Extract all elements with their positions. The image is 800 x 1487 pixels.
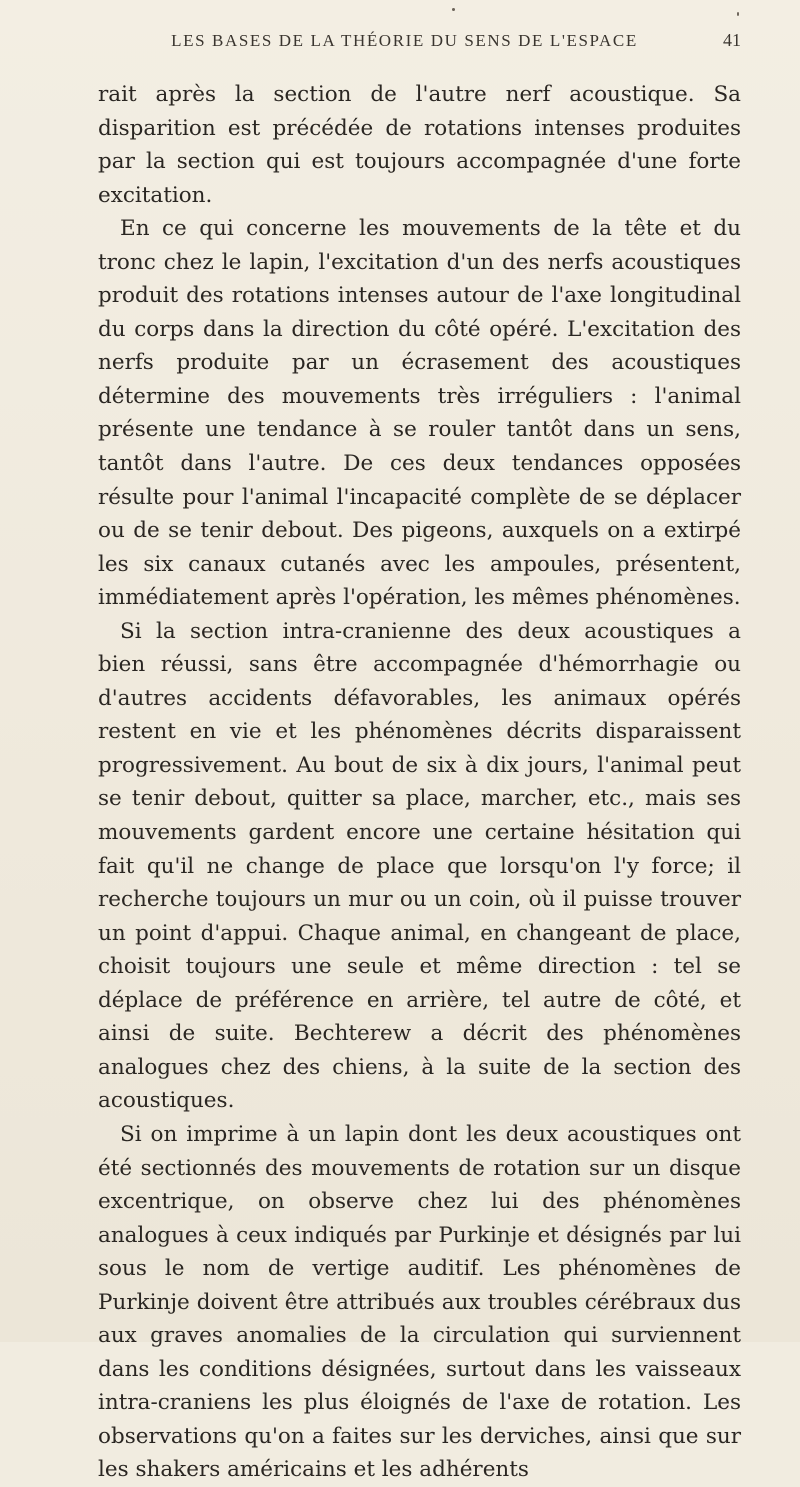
print-speck xyxy=(452,8,455,11)
running-head: LES BASES DE LA THÉORIE DU SENS DE L'ESPACE xyxy=(171,31,638,50)
page-number: 41 xyxy=(723,30,741,50)
paragraph: En ce qui concerne les mouvements de la tête et du tronc chez le lapin, l'excitation d'un des nerfs acoustiques produit des rotations intenses autour de l'axe longitudinal du corps dans la direction du côté opéré. L'excitation des nerfs produite par un écrasement des acoustiques détermine des mouvements très irréguliers : l'animal présente une tendance à se rouler tantôt dans un sens, tantôt dans l'autre. De ces deux tendances opposées résulte pour l'animal l'incapacité complète de se déplacer ou de se tenir debout. Des pigeons, auxquels on a extirpé les six canaux cutanés avec les ampoules, présentent, immédiatement après l'opération, les mêmes phénomènes. xyxy=(98,216,741,611)
paragraph: Si on imprime à un lapin dont les deux acoustiques ont été sectionnés des mouvements de rotation sur un disque excentrique, on observe chez lui des phénomènes analogues à ceux indiqués par Purkinje et désignés par lui sous le nom de vertige auditif. Les phénomènes de Purkinje doivent être attribués aux troubles cérébraux dus aux graves anomalies de la circulation qui surviennent dans les conditions désignées, surtout dans les vaisseaux intra-craniens les plus éloignés de l'axe de rotation. Les observations qu'on a faites sur les derviches, ainsi que sur les shakers américains et les adhérents xyxy=(98,1121,741,1483)
print-speck xyxy=(737,12,739,16)
paragraph: Si la section intra-cranienne des deux acoustiques a bien réussi, sans être accompagnée d'hémorrhagie ou d'autres accidents défavorables, les animaux opérés restent en vie et les phénomènes décrits disparaissent progressivement. Au bout de six à dix jours, l'animal peut se tenir debout, quitter sa place, marcher, etc., mais ses mouvements gardent encore une certaine hésitation qui fait qu'il ne change de place que lorsqu'on l'y force; il recherche toujours un mur ou un coin, où il puisse trouver un point d'appui. Chaque animal, en changeant de place, choisit toujours une seule et même direction : tel se déplace de préférence en arrière, tel autre de côté, et ainsi de suite. Bechterew a décrit des phénomènes analogues chez des chiens, à la suite de la section des acoustiques. xyxy=(98,618,741,1114)
paragraph: rait après la section de l'autre nerf acoustique. Sa disparition est précédée de rotations intenses produites par la section qui est toujours accompagnée d'une forte excitation. xyxy=(98,82,741,208)
page-header xyxy=(96,30,741,60)
body-text xyxy=(98,78,741,1487)
